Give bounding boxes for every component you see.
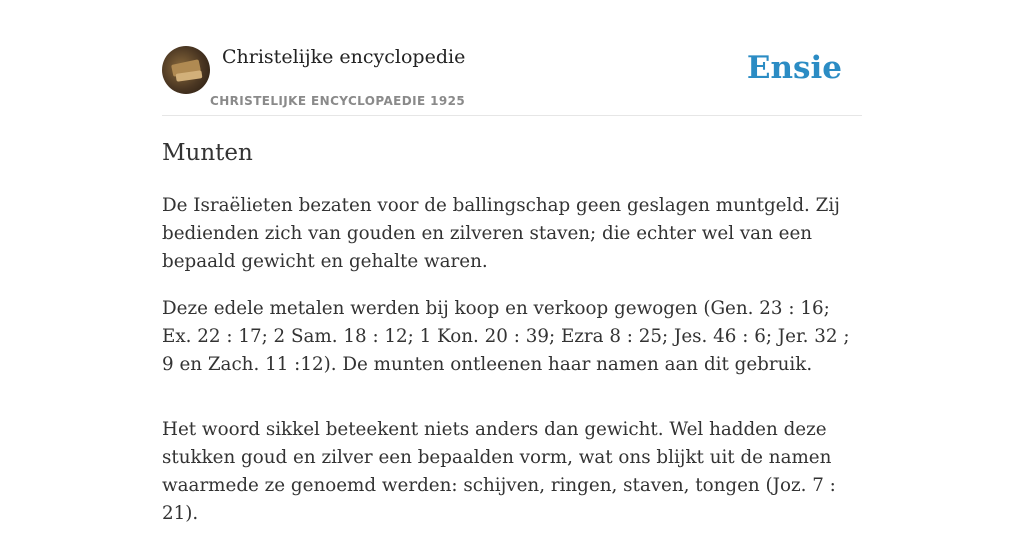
page-title: Munten — [162, 140, 253, 166]
article-paragraph: De Israëlieten bezaten voor de ballingschap geen geslagen muntgeld. Zij bedienden zich van gouden en zilveren staven; die echter wel van een bepaald gewicht en gehalte waren. — [162, 195, 840, 272]
ensie-logo[interactable]: Ensie — [746, 50, 842, 86]
encyclopedia-subtitle[interactable]: CHRISTELIJKE ENCYCLOPAEDIE 1925 — [210, 94, 466, 108]
article-paragraph: Deze edele metalen werden bij koop en verkoop gewogen (Gen. 23 : 16; Ex. 22 : 17; 2 Sam. 18 : 12; 1 Kon. 20 : 39; Ezra 8 : 25; Jes. 46 : 6; Jer. 32 ; 9 en Zach. 11 :12). De munten ontleenen haar namen aan dit gebruik. — [162, 298, 850, 375]
article-body — [162, 192, 864, 547]
site-title[interactable]: Christelijke encyclopedie — [222, 46, 466, 68]
article-paragraph: Het woord sikkel beteekent niets anders dan gewicht. Wel hadden deze stukken goud en zilver een bepaalden vorm, wat ons blijkt uit de namen waarmede ze genoemd werden: schijven, ringen, staven, tongen (Joz. 7 : 21). — [162, 419, 836, 524]
site-header — [162, 46, 862, 116]
avatar[interactable] — [162, 46, 210, 94]
